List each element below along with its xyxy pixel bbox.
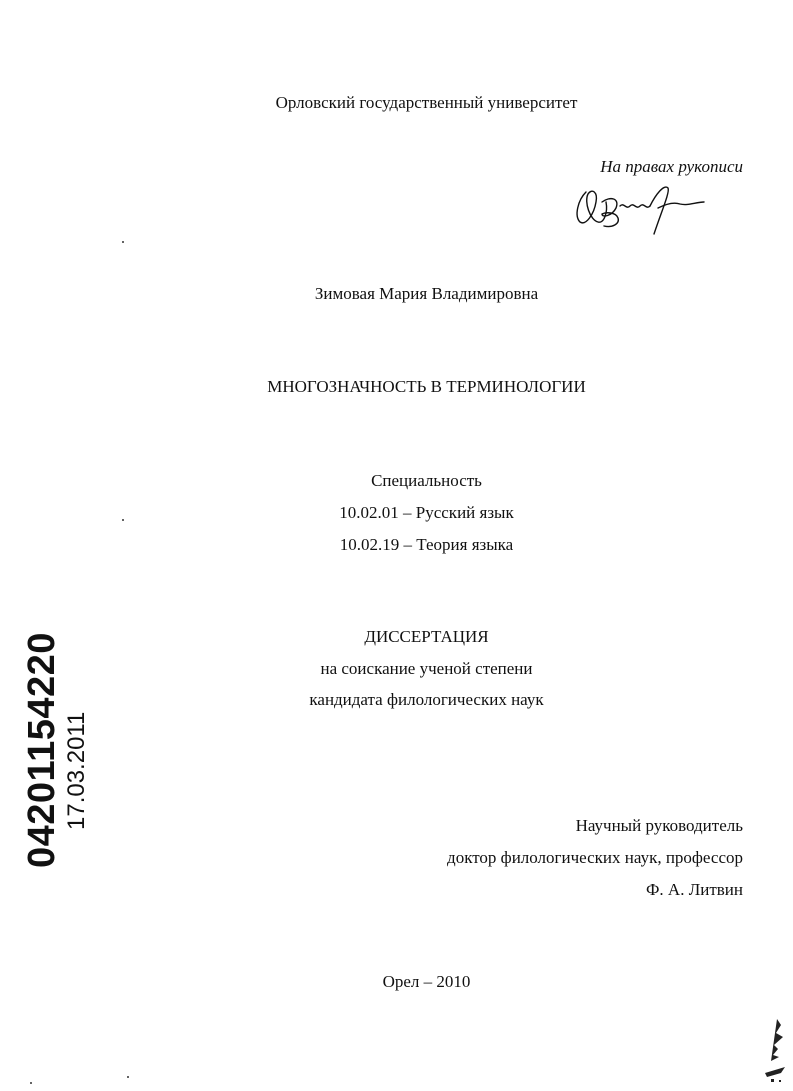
author-signature: [572, 180, 712, 238]
scan-speck: [30, 1082, 32, 1084]
scan-speck: [122, 519, 124, 521]
degree-line-1: на соискание ученой степени: [320, 659, 533, 678]
scan-edge-mark: [759, 1015, 789, 1085]
scan-speck: [122, 241, 124, 243]
library-stamp-number: 04201154220: [21, 632, 63, 868]
manuscript-note: На правах рукописи: [600, 157, 743, 176]
supervisor-label: Научный руководитель: [575, 816, 743, 835]
dissertation-title: МНОГОЗНАЧНОСТЬ В ТЕРМИНОЛОГИИ: [267, 377, 586, 396]
specialty-label: Специальность: [371, 471, 482, 490]
scan-speck: [127, 1076, 129, 1078]
university-name: Орловский государственный университет: [275, 93, 578, 112]
degree-line-2: кандидата филологических наук: [309, 690, 544, 709]
library-stamp-date: 17.03.2011: [63, 711, 90, 830]
dissertation-heading: ДИССЕРТАЦИЯ: [364, 627, 489, 646]
specialty-item-2: 10.02.19 – Теория языка: [339, 535, 514, 554]
place-year: Орел – 2010: [382, 972, 471, 991]
supervisor-name: Ф. А. Литвин: [646, 880, 743, 899]
specialty-item-1: 10.02.01 – Русский язык: [339, 503, 514, 522]
supervisor-credentials: доктор филологических наук, профессор: [447, 848, 743, 867]
author-name: Зимовая Мария Владимировна: [314, 284, 539, 303]
